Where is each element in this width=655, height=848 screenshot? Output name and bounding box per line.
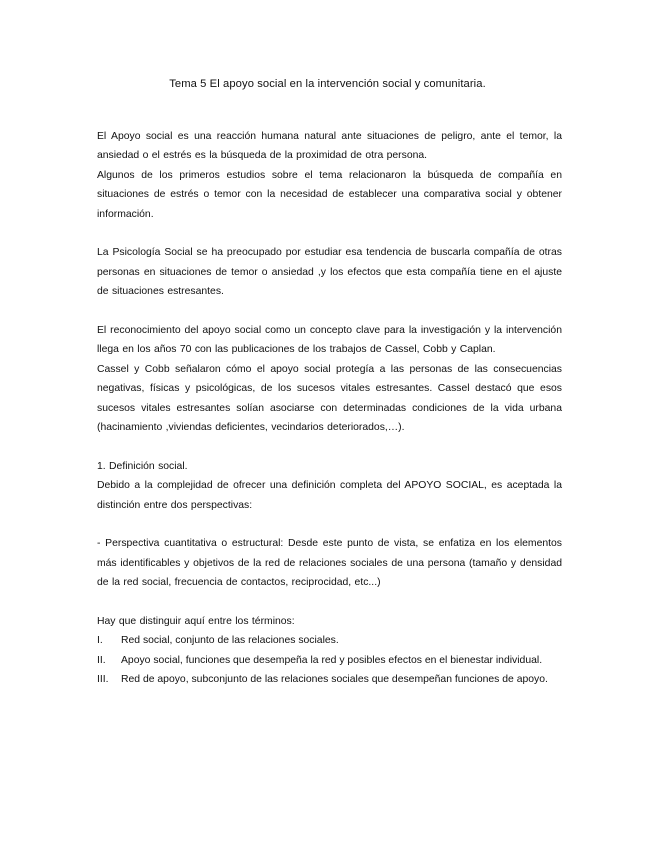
paragraph-terms-intro: Hay que distinguir aquí entre los términos: [97, 616, 295, 628]
spacer [97, 515, 562, 534]
list-item-number: II. [97, 654, 106, 666]
paragraph-intro: El Apoyo social es una reacción humana natural ante situaciones de peligro, ante el temor, la ansiedad o el estrés es la búsqueda de la proximidad de otra persona. [97, 131, 562, 162]
list-item [97, 651, 562, 670]
section-heading-definition: 1. Definición social. [97, 460, 188, 472]
spacer [97, 593, 562, 612]
spacer [97, 302, 562, 321]
list-item-number: III. [97, 674, 109, 686]
list-item-text: Red de apoyo, subconjunto de las relaciones sociales que desempeñan funciones de apoyo. [121, 674, 548, 686]
paragraph-quantitative-perspective: - Perspectiva cuantitativa o estructural: Desde este punto de vista, se enfatiza en los elementos más identificables y objetivos de la red de relaciones sociales de una persona (tamaño y densidad de la red social, frecuencia de contactos, reciprocidad, etc...) [97, 538, 562, 589]
paragraph-social-psychology: La Psicología Social se ha preocupado por estudiar esa tendencia de buscarla compañía de otras personas en situaciones de temor o ansiedad ,y los efectos que esta compañía tiene en el ajuste de situaciones estresantes. [97, 247, 562, 298]
list-item-text: Red social, conjunto de las relaciones sociales. [121, 635, 339, 647]
terms-list [97, 631, 562, 689]
list-item-text: Apoyo social, funciones que desempeña la red y posibles efectos en el bienestar individual. [121, 654, 543, 666]
spacer [97, 437, 562, 456]
paragraph-cassel-cobb: Cassel y Cobb señalaron cómo el apoyo social protegía a las personas de las consecuencias negativas, físicas y psicológicas, de los sucesos vitales estresantes. Cassel destacó que esos sucesos vitales estresantes solían asociarse con determinadas condiciones de la vida urbana (hacinamiento ,viviendas deficientes, vecindarios deteriorados,…). [97, 363, 562, 434]
list-item-number: I. [97, 635, 103, 647]
paragraph-early-studies: Algunos de los primeros estudios sobre el tema relacionaron la búsqueda de compañía en situaciones de estrés o temor con la necesidad de establecer una comparativa social y obtener información. [97, 169, 562, 220]
paragraph-recognition: El reconocimiento del apoyo social como un concepto clave para la investigación y la intervención llega en los años 70 con las publicaciones de los trabajos de Cassel, Cobb y Caplan. [97, 325, 562, 356]
list-item [97, 631, 562, 650]
spacer [97, 224, 562, 243]
document-title: Tema 5 El apoyo social en la intervención social y comunitaria. [169, 78, 486, 90]
document-body [97, 127, 562, 690]
list-item [97, 670, 562, 689]
paragraph-complexity: Debido a la complejidad de ofrecer una definición completa del APOYO SOCIAL, es aceptada la distinción entre dos perspectivas: [97, 480, 562, 511]
